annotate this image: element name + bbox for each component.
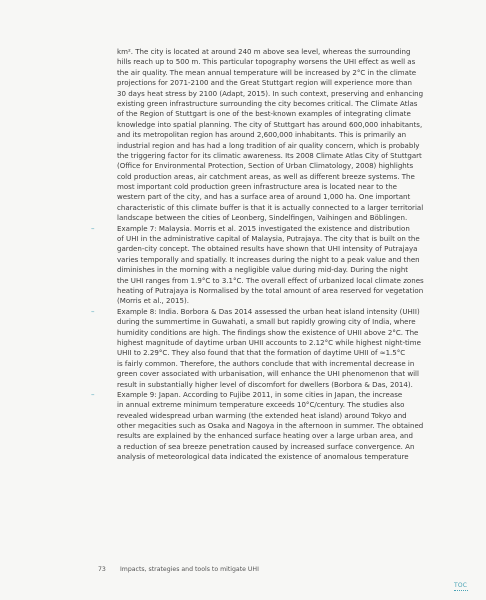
text-line: western part of the city, and has a surface area of around 1,000 ha. One important	[117, 192, 411, 202]
list-dash: –	[91, 223, 95, 233]
text-line: industrial region and has had a long tradition of air quality concern, which is probably	[117, 140, 420, 150]
toc-link[interactable]: TOC	[454, 582, 468, 589]
text-line: hills reach up to 500 m. This particular topography worsens the UHI effect as well as	[117, 57, 416, 67]
text-line	[117, 411, 457, 421]
text-line	[117, 421, 457, 431]
text-line-content: Example 9: Japan. According to Fujibe 2011, in some cities in Japan, the increase	[117, 389, 403, 399]
text-line: projections for 2071-2100 and the Great Stuttgart region will experience more than	[117, 78, 412, 88]
text-line-content: result in substantially higher level of discomfort for dwellers (Borbora & Das, 2014).	[117, 379, 413, 389]
text-line	[117, 265, 457, 275]
text-line-content: diminishes in the morning with a negligible value during mid-day. During the night	[117, 265, 409, 275]
toc-underline	[454, 590, 468, 592]
running-title: Impacts, strategies and tools to mitigate UHI	[119, 566, 259, 573]
text-line: cold production areas, air catchment areas, as well as different breeze systems. The	[117, 171, 415, 181]
text-line	[117, 244, 457, 254]
text-line-content: is fairly common. Therefore, the authors conclude that with incremental decrease in	[117, 358, 415, 368]
text-line	[117, 442, 457, 452]
text-line: characteristic of this climate buffer is that it is actually connected to a larger territorial	[117, 202, 424, 212]
text-line	[117, 452, 457, 462]
text-line: the triggering factor for its climatic awareness. Its 2008 Climate Atlas City of Stuttgart	[117, 150, 422, 160]
text-line-content: humidity conditions are high. The findings show the existence of UHII above 2°C. The	[117, 327, 419, 337]
text-line	[117, 338, 457, 348]
text-line-content: during the summertime in Guwahati, a small but rapidly growing city of India, where	[117, 317, 416, 327]
text-line	[117, 286, 457, 296]
page-number: 73	[98, 566, 106, 573]
text-line-content: (Morris et al., 2015).	[117, 296, 189, 306]
text-line-content: analysis of meteorological data indicated the existence of anomalous temperature	[117, 452, 409, 462]
text-line-content: in annual extreme minimum temperature exceeds 10°C/century. The studies also	[117, 400, 405, 410]
text-line	[117, 348, 457, 358]
text-line-content: highest magnitude of daytime urban UHII accounts to 2.12°C while highest night-time	[117, 337, 421, 347]
text-line: knowledge into spatial planning. The city of Stuttgart has around 600,000 inhabitants,	[117, 119, 423, 129]
text-line-content: of UHI in the administrative capital of Malaysia, Putrajaya. The city that is built on the	[117, 234, 420, 244]
text-line: 30 days heat stress by 2100 (Adapt, 2015). In such context, preserving and enhancing	[117, 88, 424, 98]
example-first-line	[91, 223, 457, 234]
text-line: the air quality. The mean annual temperature will be increased by 2°C in the climate	[117, 67, 417, 77]
example-first-line	[91, 389, 457, 400]
text-line-content: a reduction of sea breeze penetration caused by increased surface convergence. An	[117, 441, 415, 451]
text-line	[117, 380, 457, 390]
text-line: of the Region of Stuttgart is one of the best-known examples of integrating climate	[117, 109, 411, 119]
text-line-content: UHII to 2.29°C. They also found that that the formation of daytime UHII of ≈1.5°C	[117, 348, 406, 358]
example-first-line	[91, 306, 457, 317]
text-line	[117, 328, 457, 338]
text-line	[117, 255, 457, 265]
text-line-content: green cover associated with urbanisation, will enhance the UHI phenomenon that will	[117, 369, 419, 379]
text-line	[117, 400, 457, 410]
text-line	[117, 359, 457, 369]
text-line-content: Example 7: Malaysia. Morris et al. 2015 investigated the existence and distribution	[117, 223, 410, 233]
text-line	[117, 234, 457, 244]
text-line: km². The city is located at around 240 m above sea level, whereas the surrounding	[117, 47, 411, 56]
text-line: (Office for Environmental Protection, Section of Urban Climatology, 2008) highlights	[117, 161, 414, 171]
text-line: existing green infrastructure surrounding the city becomes critical. The Climate Atlas	[117, 98, 418, 108]
page-footer	[98, 566, 259, 573]
text-line	[117, 317, 457, 327]
list-dash: –	[91, 389, 95, 399]
text-line-content: varies temporally and spatially. It increases during the night to a peak value and then	[117, 254, 420, 264]
text-line	[117, 431, 457, 441]
text-line-content: Example 8: India. Borbora & Das 2014 assessed the urban heat island intensity (UHII)	[117, 306, 420, 316]
text-line-content: other megacities such as Osaka and Nagoya in the afternoon in summer. The obtained	[117, 421, 424, 431]
text-line-content: results are explained by the enhanced surface heating over a large urban area, and	[117, 431, 413, 441]
text-line: landscape between the cities of Leonberg, Sindelfingen, Vaihingen and Böblingen.	[117, 213, 408, 223]
body-text	[91, 47, 457, 463]
text-line-content: the UHI ranges from 1.9°C to 3.1°C. The overall effect of urbanized local climate zones	[117, 275, 424, 285]
text-line: most important cold production green infrastructure area is located near to the	[117, 182, 398, 192]
text-line-content: garden-city concept. The obtained results have shown that UHI intensity of Putrajaya	[117, 244, 418, 254]
text-line	[117, 369, 457, 379]
text-line	[117, 296, 457, 306]
text-line-content: revealed widespread urban warming (the extended heat island) around Tokyo and	[117, 410, 407, 420]
text-line: and its metropolitan region has around 2,600,000 inhabitants. This is primarily an	[117, 130, 407, 140]
text-line	[117, 276, 457, 286]
text-line-content: heating of Putrajaya is Normalised by the total amount of area reserved for vegetation	[117, 285, 424, 295]
list-dash: –	[91, 306, 95, 316]
